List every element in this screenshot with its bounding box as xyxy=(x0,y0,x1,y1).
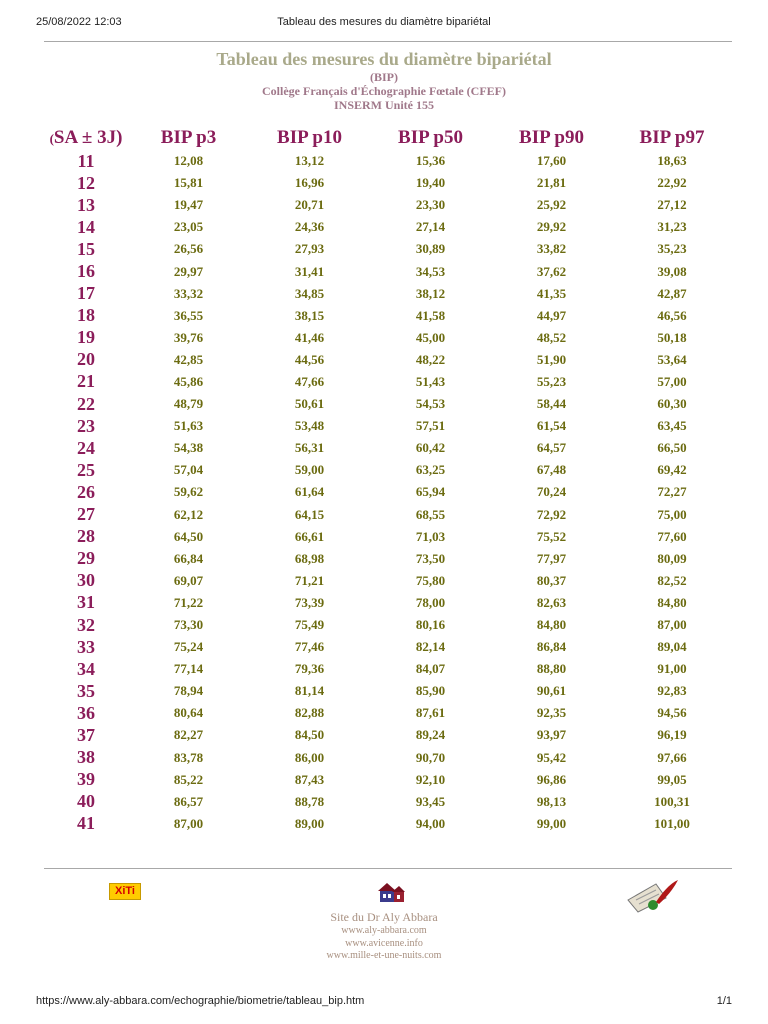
p3-cell: 62,12 xyxy=(173,506,204,522)
print-header xyxy=(36,16,732,32)
sa-cell: 41 xyxy=(77,813,95,834)
p50-cell: 27,14 xyxy=(415,219,446,235)
p90-cell: 58,44 xyxy=(536,396,567,412)
sa-cell: 19 xyxy=(77,327,95,348)
sa-cell: 27 xyxy=(77,504,95,525)
table-row xyxy=(44,327,732,349)
p90-cell: 51,90 xyxy=(536,351,567,367)
p10-cell: 24,36 xyxy=(294,219,325,235)
p90-cell: 95,42 xyxy=(536,749,567,765)
p10-cell: 89,00 xyxy=(294,815,325,831)
p3-cell: 82,27 xyxy=(173,727,204,743)
p3-cell: 77,14 xyxy=(173,661,204,677)
p3-cell: 69,07 xyxy=(173,572,204,588)
p90-cell: 92,35 xyxy=(536,705,567,721)
table-row xyxy=(44,415,732,437)
p10-cell: 82,88 xyxy=(294,705,325,721)
top-divider xyxy=(44,41,732,42)
p50-cell: 89,24 xyxy=(415,727,446,743)
p3-cell: 75,24 xyxy=(173,639,204,655)
p3-cell: 59,62 xyxy=(173,484,204,500)
sa-cell: 38 xyxy=(77,747,95,768)
p10-cell: 38,15 xyxy=(294,307,325,323)
p90-cell: 86,84 xyxy=(536,639,567,655)
p90-cell: 33,82 xyxy=(536,241,567,257)
site-link-avicenne[interactable]: www.avicenne.info xyxy=(345,937,423,949)
p10-cell: 66,61 xyxy=(294,528,325,544)
p3-cell: 83,78 xyxy=(173,749,204,765)
sa-cell: 30 xyxy=(77,570,95,591)
sa-cell: 22 xyxy=(77,393,95,414)
p3-cell: 57,04 xyxy=(173,462,204,478)
p3-cell: 64,50 xyxy=(173,528,204,544)
p3-cell: 23,05 xyxy=(173,219,204,235)
p97-cell: 99,05 xyxy=(657,771,687,787)
p10-cell: 71,21 xyxy=(294,572,325,588)
p10-cell: 77,46 xyxy=(294,639,325,655)
p90-cell: 99,00 xyxy=(536,815,567,831)
site-link-aly-abbara[interactable]: www.aly-abbara.com xyxy=(341,925,427,936)
sa-cell: 24 xyxy=(77,437,95,458)
p10-cell: 75,49 xyxy=(294,617,325,633)
p10-cell: 61,64 xyxy=(294,484,325,500)
p97-cell: 18,63 xyxy=(657,153,687,169)
p50-cell: 82,14 xyxy=(415,639,446,655)
sa-cell: 23 xyxy=(77,415,95,436)
p10-cell: 13,12 xyxy=(294,153,325,169)
table-row xyxy=(44,393,732,415)
table-row xyxy=(44,592,732,614)
p10-cell: 68,98 xyxy=(294,550,325,566)
table-row xyxy=(44,614,732,636)
header-p90: BIP p90 xyxy=(519,127,584,148)
table-row xyxy=(44,437,732,459)
p90-cell: 29,92 xyxy=(536,219,567,235)
sa-cell: 29 xyxy=(77,548,95,569)
table-row xyxy=(44,680,732,702)
p50-cell: 75,80 xyxy=(415,572,446,588)
p3-cell: 36,55 xyxy=(173,307,204,323)
p10-cell: 56,31 xyxy=(294,440,325,456)
p3-cell: 71,22 xyxy=(173,594,204,610)
p3-cell: 29,97 xyxy=(173,263,204,279)
p90-cell: 88,80 xyxy=(536,661,567,677)
sa-cell: 16 xyxy=(77,261,95,282)
p10-cell: 88,78 xyxy=(294,793,325,809)
p90-cell: 37,62 xyxy=(536,263,567,279)
p50-cell: 48,22 xyxy=(415,351,446,367)
p3-cell: 73,30 xyxy=(173,617,204,633)
header-p3: BIP p3 xyxy=(160,127,217,148)
sa-cell: 35 xyxy=(77,680,95,701)
p10-cell: 79,36 xyxy=(294,661,325,677)
sa-cell: 18 xyxy=(77,305,95,326)
p3-cell: 85,22 xyxy=(173,771,204,787)
p3-cell: 66,84 xyxy=(173,550,204,566)
p3-cell: 80,64 xyxy=(173,705,204,721)
p10-cell: 87,43 xyxy=(294,771,325,787)
p97-cell: 46,56 xyxy=(657,307,687,323)
table-row xyxy=(44,260,732,282)
p10-cell: 59,00 xyxy=(294,462,325,478)
table-row xyxy=(44,702,732,724)
home-icon[interactable] xyxy=(376,880,406,904)
p50-cell: 93,45 xyxy=(415,793,446,809)
header-p50: BIP p50 xyxy=(398,127,463,148)
sa-cell: 32 xyxy=(77,614,95,635)
p50-cell: 84,07 xyxy=(415,661,446,677)
p90-cell: 84,80 xyxy=(536,617,567,633)
table-row xyxy=(44,150,732,172)
page-title: Tableau des mesures du diamètre bipariétal xyxy=(216,49,552,69)
p90-cell: 41,35 xyxy=(536,285,567,301)
unit-label: INSERM Unité 155 xyxy=(333,98,434,112)
sa-cell: 11 xyxy=(77,150,95,171)
sa-cell: 21 xyxy=(77,371,95,392)
title-block xyxy=(0,49,768,112)
xiti-logo[interactable]: XiTi xyxy=(109,883,141,900)
sa-cell: 14 xyxy=(77,216,95,237)
sa-cell: 36 xyxy=(77,702,95,723)
print-datetime: 25/08/2022 12:03 xyxy=(36,16,122,28)
p3-cell: 15,81 xyxy=(173,175,204,191)
sa-cell: 31 xyxy=(77,592,95,613)
table-row xyxy=(44,724,732,746)
p97-cell: 53,64 xyxy=(657,351,687,367)
p97-cell: 89,04 xyxy=(657,639,687,655)
p97-cell: 100,31 xyxy=(654,793,690,809)
p3-cell: 39,76 xyxy=(173,329,204,345)
print-url: https://www.aly-abbara.com/echographie/biometrie/tableau_bip.htm xyxy=(36,995,365,1007)
p90-cell: 82,63 xyxy=(536,594,567,610)
p90-cell: 17,60 xyxy=(536,153,567,169)
p97-cell: 31,23 xyxy=(657,219,687,235)
sa-cell: 39 xyxy=(77,769,95,790)
bip-table xyxy=(44,126,732,835)
sa-cell: 40 xyxy=(77,791,95,812)
p3-cell: 42,85 xyxy=(173,351,204,367)
p10-cell: 31,41 xyxy=(294,263,325,279)
sa-cell: 12 xyxy=(77,172,95,193)
p3-cell: 45,86 xyxy=(173,373,204,389)
p50-cell: 73,50 xyxy=(415,550,446,566)
p90-cell: 77,97 xyxy=(536,550,567,566)
p97-cell: 63,45 xyxy=(657,418,687,434)
p90-cell: 64,57 xyxy=(536,440,567,456)
p50-cell: 78,00 xyxy=(415,594,446,610)
p50-cell: 41,58 xyxy=(415,307,446,323)
p50-cell: 23,30 xyxy=(415,197,446,213)
p3-cell: 33,32 xyxy=(173,285,204,301)
p97-cell: 92,83 xyxy=(657,683,687,699)
p97-cell: 97,66 xyxy=(657,749,687,765)
header-sa xyxy=(44,126,128,150)
p50-cell: 63,25 xyxy=(415,462,446,478)
p97-cell: 42,87 xyxy=(657,285,687,301)
p3-cell: 86,57 xyxy=(173,793,204,809)
table-row xyxy=(44,526,732,548)
page-subtitle: (BIP) xyxy=(370,70,398,84)
table-header-row xyxy=(44,126,732,150)
table-row xyxy=(44,349,732,371)
p90-cell: 90,61 xyxy=(536,683,567,699)
source-label: Collège Français d'Échographie Fœtale (CFEF) xyxy=(262,84,506,98)
p10-cell: 47,66 xyxy=(294,373,325,389)
p10-cell: 86,00 xyxy=(294,749,325,765)
sa-cell: 13 xyxy=(77,194,95,215)
table-row xyxy=(44,216,732,238)
p97-cell: 82,52 xyxy=(657,572,687,588)
p97-cell: 80,09 xyxy=(657,550,687,566)
p10-cell: 84,50 xyxy=(294,727,325,743)
p90-cell: 25,92 xyxy=(536,197,567,213)
p97-cell: 69,42 xyxy=(657,462,687,478)
p50-cell: 15,36 xyxy=(415,153,446,169)
table-row xyxy=(44,459,732,481)
table-row xyxy=(44,570,732,592)
table-row xyxy=(44,481,732,503)
p50-cell: 30,89 xyxy=(415,241,446,257)
p90-cell: 80,37 xyxy=(536,572,567,588)
p90-cell: 98,13 xyxy=(536,793,567,809)
p10-cell: 64,15 xyxy=(294,506,325,522)
p97-cell: 27,12 xyxy=(657,197,687,213)
p10-cell: 16,96 xyxy=(294,175,325,191)
print-page-number: 1/1 xyxy=(716,995,732,1007)
sa-cell: 37 xyxy=(77,724,95,745)
sa-cell: 25 xyxy=(77,459,95,480)
p50-cell: 65,94 xyxy=(415,484,446,500)
p3-cell: 19,47 xyxy=(173,197,204,213)
p10-cell: 34,85 xyxy=(294,285,325,301)
p3-cell: 48,79 xyxy=(173,396,204,412)
p3-cell: 78,94 xyxy=(173,683,204,699)
p50-cell: 68,55 xyxy=(415,506,446,522)
p97-cell: 75,00 xyxy=(657,506,687,522)
p90-cell: 96,86 xyxy=(536,771,567,787)
p97-cell: 94,56 xyxy=(657,705,687,721)
p97-cell: 35,23 xyxy=(657,241,687,257)
sa-cell: 26 xyxy=(77,481,95,502)
p10-cell: 73,39 xyxy=(294,594,325,610)
p3-cell: 87,00 xyxy=(173,815,204,831)
sa-cell: 17 xyxy=(77,283,95,304)
p90-cell: 55,23 xyxy=(536,373,567,389)
p3-cell: 26,56 xyxy=(173,241,204,257)
p90-cell: 93,97 xyxy=(536,727,567,743)
p10-cell: 27,93 xyxy=(294,241,325,257)
p50-cell: 71,03 xyxy=(415,528,446,544)
p97-cell: 91,00 xyxy=(657,661,687,677)
table-row xyxy=(44,747,732,769)
site-info xyxy=(0,909,768,963)
p50-cell: 87,61 xyxy=(415,705,446,721)
p10-cell: 41,46 xyxy=(294,329,325,345)
p97-cell: 50,18 xyxy=(657,329,687,345)
sa-cell: 33 xyxy=(77,636,95,657)
p3-cell: 54,38 xyxy=(173,440,204,456)
p97-cell: 84,80 xyxy=(657,594,687,610)
p97-cell: 72,27 xyxy=(657,484,687,500)
p90-cell: 61,54 xyxy=(536,418,567,434)
p50-cell: 57,51 xyxy=(415,418,446,434)
p97-cell: 22,92 xyxy=(657,175,687,191)
p10-cell: 44,56 xyxy=(294,351,325,367)
table-row xyxy=(44,504,732,526)
p97-cell: 66,50 xyxy=(657,440,687,456)
table-row xyxy=(44,194,732,216)
p50-cell: 34,53 xyxy=(415,263,446,279)
p10-cell: 53,48 xyxy=(294,418,325,434)
table-row xyxy=(44,238,732,260)
sa-cell: 20 xyxy=(77,349,95,370)
p97-cell: 87,00 xyxy=(657,617,687,633)
table-row xyxy=(44,769,732,791)
p50-cell: 38,12 xyxy=(415,285,446,301)
print-footer xyxy=(36,995,732,1011)
p10-cell: 20,71 xyxy=(294,197,325,213)
p97-cell: 101,00 xyxy=(654,815,690,831)
p90-cell: 44,97 xyxy=(536,307,567,323)
p97-cell: 57,00 xyxy=(657,373,687,389)
p50-cell: 54,53 xyxy=(415,396,446,412)
p90-cell: 70,24 xyxy=(536,484,567,500)
p10-cell: 50,61 xyxy=(294,396,325,412)
p90-cell: 21,81 xyxy=(536,175,567,191)
site-link-mille-et-une-nuits[interactable]: www.mille-et-une-nuits.com xyxy=(326,950,442,961)
p50-cell: 92,10 xyxy=(415,771,446,787)
table-row xyxy=(44,548,732,570)
table-row xyxy=(44,283,732,305)
table-row xyxy=(44,636,732,658)
sa-cell: 34 xyxy=(77,658,95,679)
table-row xyxy=(44,172,732,194)
header-p97: BIP p97 xyxy=(639,127,705,148)
table-row xyxy=(44,658,732,680)
bottom-divider xyxy=(44,868,732,869)
p10-cell: 81,14 xyxy=(294,683,325,699)
p3-cell: 12,08 xyxy=(173,153,204,169)
sa-cell: 15 xyxy=(77,238,95,259)
p50-cell: 80,16 xyxy=(415,617,446,633)
p97-cell: 96,19 xyxy=(657,727,687,743)
site-name: Site du Dr Aly Abbara xyxy=(330,910,438,924)
sa-cell: 28 xyxy=(77,526,95,547)
header-sa-label: SA ± 3J) xyxy=(53,127,123,148)
p90-cell: 67,48 xyxy=(536,462,567,478)
table-row xyxy=(44,791,732,813)
p90-cell: 75,52 xyxy=(536,528,567,544)
p3-cell: 51,63 xyxy=(173,418,204,434)
table-row xyxy=(44,371,732,393)
table-row xyxy=(44,305,732,327)
table-body xyxy=(44,150,732,835)
header-p10: BIP p10 xyxy=(277,127,342,148)
p50-cell: 60,42 xyxy=(415,440,446,456)
p50-cell: 85,90 xyxy=(415,683,446,699)
p50-cell: 19,40 xyxy=(415,175,446,191)
p50-cell: 94,00 xyxy=(415,815,446,831)
p97-cell: 39,08 xyxy=(657,263,687,279)
p90-cell: 72,92 xyxy=(536,506,567,522)
header-sa-paren: ( xyxy=(49,131,54,146)
p50-cell: 51,43 xyxy=(415,373,446,389)
p97-cell: 77,60 xyxy=(657,528,687,544)
p90-cell: 48,52 xyxy=(536,329,567,345)
p97-cell: 60,30 xyxy=(657,396,687,412)
p50-cell: 45,00 xyxy=(415,329,446,345)
print-page-title: Tableau des mesures du diamètre bipariétal xyxy=(277,16,491,28)
table-row xyxy=(44,813,732,835)
p50-cell: 90,70 xyxy=(415,749,446,765)
